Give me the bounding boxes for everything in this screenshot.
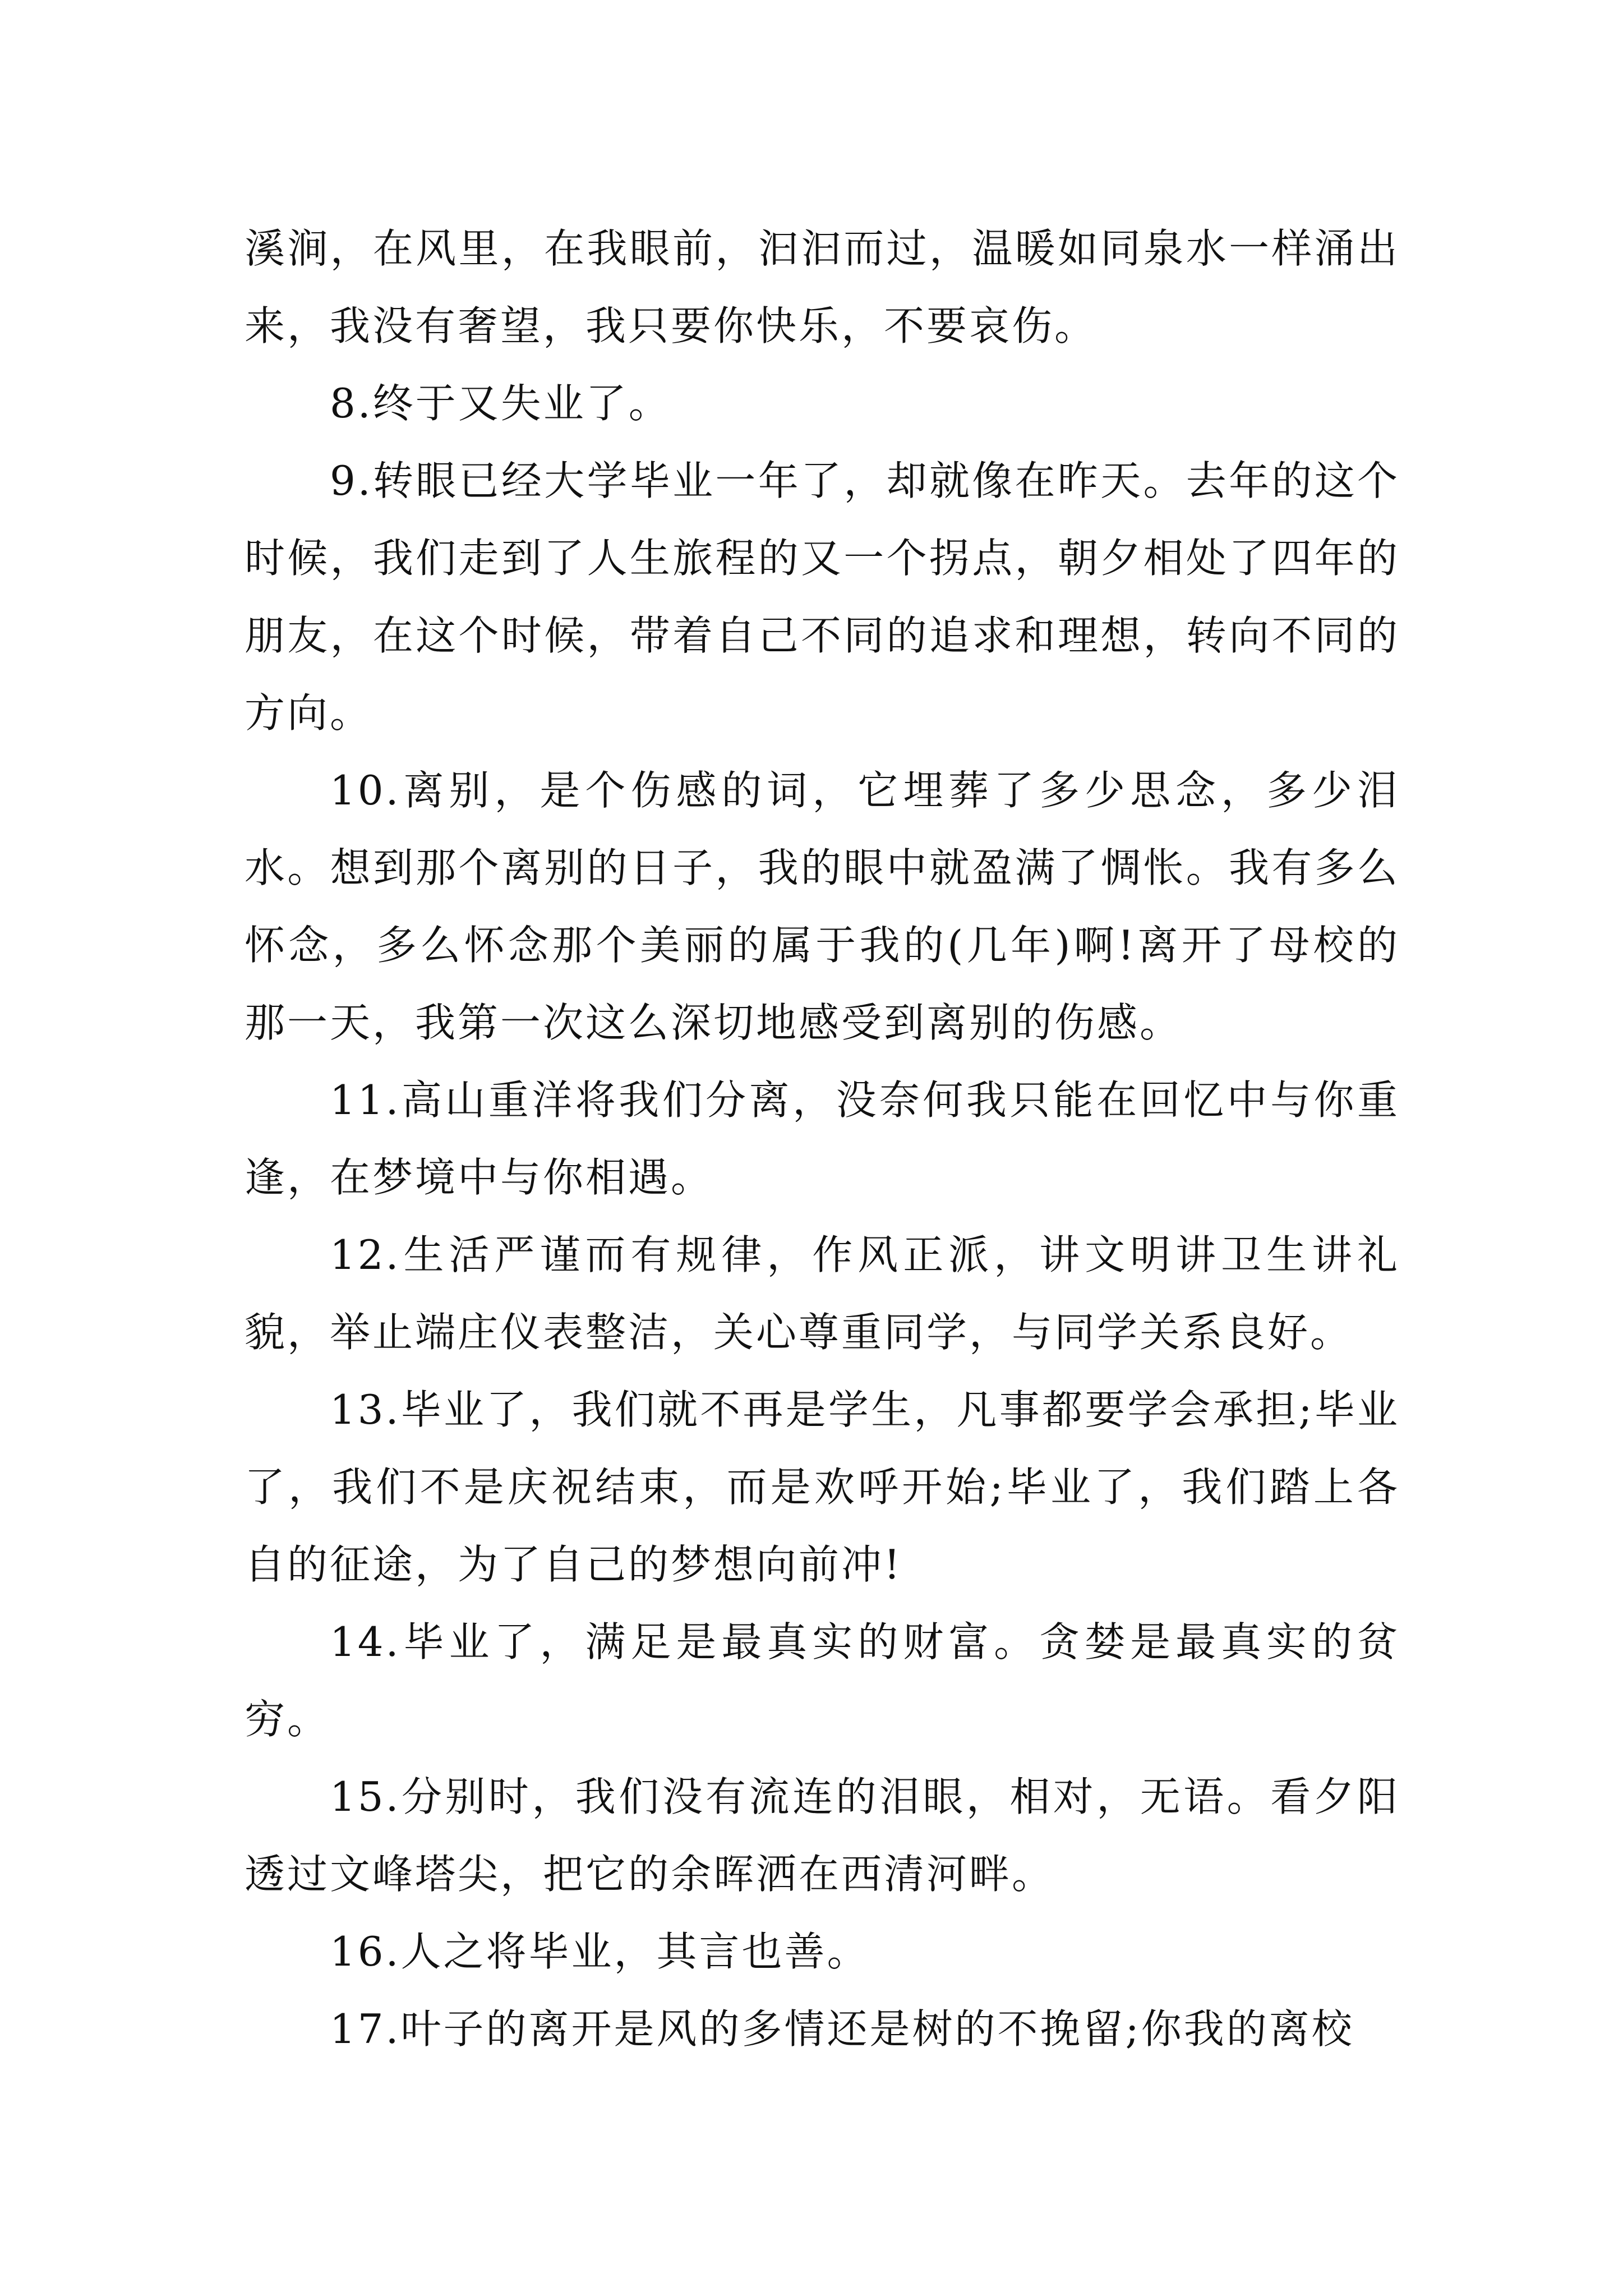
paragraph-item-14: 14.毕业了，满足是最真实的财富。贪婪是最真实的贫穷。 xyxy=(245,1618,1400,1743)
document-body xyxy=(245,210,1400,2068)
paragraph-item-17: 17.叶子的离开是风的多情还是树的不挽留;你我的离校 xyxy=(330,2005,1354,2053)
paragraph-item-8: 8.终于又失业了。 xyxy=(330,380,671,427)
paragraph-item-13: 13.毕业了，我们就不再是学生，凡事都要学会承担;毕业了，我们不是庆祝结束，而是欢呼开始;毕业了，我们踏上各自的征途，为了自己的梦想向前冲! xyxy=(245,1386,1400,1588)
paragraph-item-16: 16.人之将毕业，其言也善。 xyxy=(330,1928,870,1975)
paragraph-continuation: 溪涧，在风里，在我眼前，汩汩而过，温暖如同泉水一样涌出来，我没有奢望，我只要你快乐，不要哀伤。 xyxy=(245,225,1400,349)
paragraph-item-9: 9.转眼已经大学毕业一年了，却就像在昨天。去年的这个时候，我们走到了人生旅程的又一个拐点，朝夕相处了四年的朋友，在这个时候，带着自己不同的追求和理想，转向不同的方向。 xyxy=(245,457,1400,737)
paragraph-item-10: 10.离别，是个伤感的词，它埋葬了多少思念，多少泪水。想到那个离别的日子，我的眼中就盈满了惆怅。我有多么怀念，多么怀念那个美丽的属于我的(几年)啊!离开了母校的那一天，我第一次这么深切地感受到离别的伤感。 xyxy=(245,767,1400,1046)
paragraph-item-15: 15.分别时，我们没有流连的泪眼，相对，无语。看夕阳透过文峰塔尖，把它的余晖洒在西清河畔。 xyxy=(245,1773,1400,1898)
paragraph-item-12: 12.生活严谨而有规律，作风正派，讲文明讲卫生讲礼貌，举止端庄仪表整洁，关心尊重同学，与同学关系良好。 xyxy=(245,1231,1400,1356)
paragraph-item-11: 11.高山重洋将我们分离，没奈何我只能在回忆中与你重逢，在梦境中与你相遇。 xyxy=(245,1076,1400,1201)
